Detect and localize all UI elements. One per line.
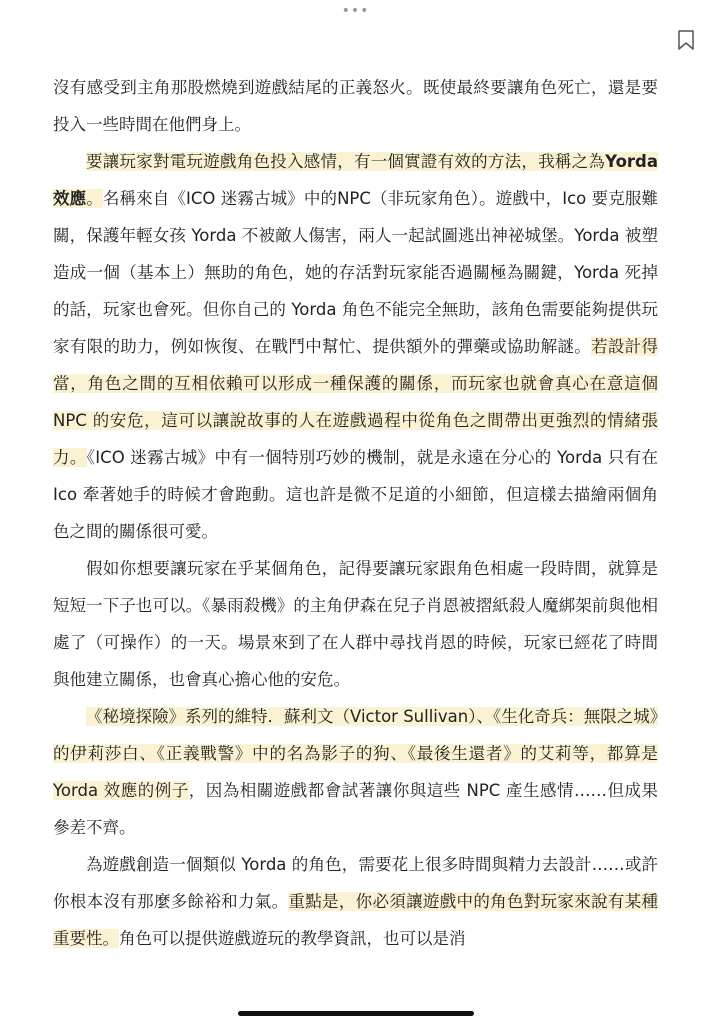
paragraph	[53, 846, 658, 957]
text-run: 沒有感受到主角那股燃燒到遊戲結尾的正義怒火。既使最終要讓角色死亡，還是要投入一些時間在他們身上。	[53, 78, 658, 134]
highlight-run[interactable]: 要讓玩家對電玩遊戲角色投入感情，有一個實證有效的方法，我稱之為	[86, 152, 606, 171]
highlight-run[interactable]: 《秘境探險》系列的維特．蘇利文（Victor Sullivan）、《生化奇兵：無限之城》的伊莉莎白、《正義戰警》中的名為影子的狗、《最後生還者》的艾莉等，都算是 Yorda 效應的例子	[53, 707, 658, 800]
home-indicator[interactable]	[238, 1011, 474, 1016]
highlight-run[interactable]: 若設計得當，角色之間的互相依賴可以形成一種保護的關係，而玩家也就會真心在意這個 NPC 的安危，這可以讓說故事的人在遊戲過程中從角色之間帶出更強烈的情緒張力。	[53, 337, 659, 467]
text-run: 角色可以提供遊戲遊玩的教學資訊，也可以是消	[119, 929, 466, 948]
book-page-text	[53, 69, 658, 957]
paragraph	[53, 143, 658, 550]
paragraph	[53, 69, 658, 143]
paragraph	[53, 550, 658, 698]
highlight-bold-term[interactable]: Yorda效應	[53, 152, 658, 208]
highlight-run[interactable]: 重點是，你必須讓遊戲中的角色對玩家來說有某種重要性。	[53, 892, 659, 948]
menu-dots-icon[interactable]: •••	[341, 3, 370, 19]
text-run: 假如你想要讓玩家在乎某個角色，記得要讓玩家跟角色相處一段時間，就算是短短一下子也可以。《暴雨殺機》的主角伊森在兒子肖恩被摺紙殺人魔綁架前與他相處了（可操作）的一天。場景來到了在人群中尋找肖恩的時候，玩家已經花了時間與他建立關係，也會真心擔心他的安危。	[53, 559, 658, 689]
highlight-run[interactable]: 。	[86, 189, 103, 208]
text-run: 名稱來自《ICO 迷霧古城》中的NPC（非玩家角色）。遊戲中，Ico 要克服難關，保護年輕女孩 Yorda 不被敵人傷害，兩人一起試圖逃出神祕城堡。Yorda 被塑造成一個（基本上）無助的角色，她的存活對玩家能否過關極為關鍵，Yorda 死掉的話，玩家也會死。但你自己的 Yorda 角色不能完全無助，該角色需要能夠提供玩家有限的助力，例如恢復、在戰鬥中幫忙、提供額外的彈藥或協助解謎。	[53, 189, 659, 356]
paragraph	[53, 698, 658, 846]
bookmark-icon[interactable]	[677, 30, 695, 50]
text-run: ，因為相關遊戲都會試著讓你與這些 NPC 產生感情……但成果參差不齊。	[53, 781, 658, 837]
text-run: 《ICO 迷霧古城》中有一個特別巧妙的機制，就是永遠在分心的 Yorda 只有在 Ico 牽著她手的時候才會跑動。這也許是微不足道的小細節，但這樣去描繪兩個角色之間的關係很可愛。	[53, 448, 658, 541]
text-run: 為遊戲創造一個類似 Yorda 的角色，需要花上很多時間與精力去設計……或許你根本沒有那麼多餘裕和力氣。	[53, 855, 658, 911]
